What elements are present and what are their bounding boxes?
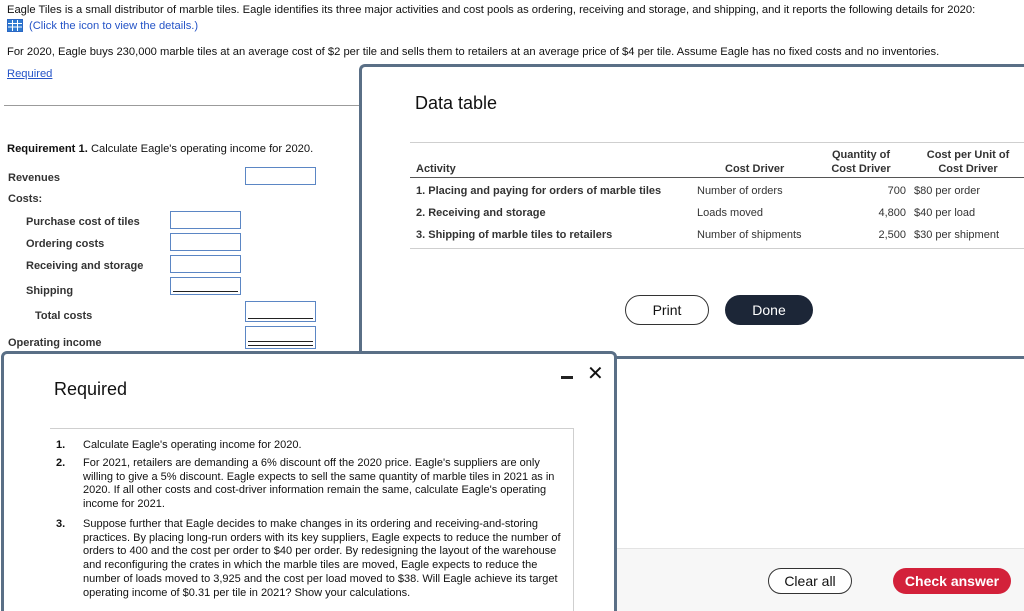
minimize-icon[interactable] bbox=[561, 376, 573, 379]
clear-all-button[interactable]: Clear all bbox=[768, 568, 852, 594]
data-table-modal bbox=[359, 64, 1024, 359]
table-grid-icon[interactable] bbox=[7, 19, 23, 32]
shipping-input[interactable] bbox=[170, 277, 241, 295]
revenues-input[interactable] bbox=[245, 167, 316, 185]
total-costs-label: Total costs bbox=[35, 310, 93, 322]
ordering-costs-input[interactable] bbox=[170, 233, 241, 251]
list-item-number: 2. bbox=[56, 457, 66, 469]
header-quantity bbox=[828, 148, 894, 176]
problem-assumption: For 2020, Eagle buys 230,000 marble tiles at an average cost of $2 per tile and sells them to retailers at an average price of $4 per tile. Assume Eagle has no fixed costs and no inventories. bbox=[7, 46, 940, 58]
requirement-1-text: Calculate Eagle's operating income for 2020. bbox=[90, 143, 314, 155]
data-table-header bbox=[410, 142, 1024, 178]
header-activity: Activity bbox=[416, 163, 456, 175]
table-row bbox=[410, 225, 1024, 247]
print-button[interactable]: Print bbox=[625, 295, 709, 325]
row-cost: $30 per shipment bbox=[914, 229, 999, 241]
row-activity: 1. Placing and paying for orders of marble tiles bbox=[416, 185, 662, 197]
row-activity: 2. Receiving and storage bbox=[416, 207, 546, 219]
required-modal bbox=[1, 351, 617, 611]
table-row bbox=[410, 203, 1024, 225]
row-quantity: 700 bbox=[887, 185, 906, 197]
row-quantity: 2,500 bbox=[878, 229, 906, 241]
header-cost-per-unit bbox=[920, 148, 1016, 176]
row-driver: Number of orders bbox=[697, 185, 783, 197]
row-quantity: 4,800 bbox=[878, 207, 906, 219]
table-bottom-rule bbox=[410, 248, 1024, 249]
required-list bbox=[50, 428, 574, 611]
data-table-title: Data table bbox=[415, 93, 498, 113]
list-item-text: Calculate Eagle's operating income for 2020. bbox=[83, 439, 302, 451]
list-item-number: 1. bbox=[56, 439, 66, 451]
table-row bbox=[410, 181, 1024, 203]
details-link[interactable] bbox=[7, 19, 198, 32]
operating-income-input[interactable] bbox=[245, 326, 316, 349]
done-button[interactable]: Done bbox=[725, 295, 813, 325]
row-activity: 3. Shipping of marble tiles to retailers bbox=[416, 229, 613, 241]
receiving-storage-input[interactable] bbox=[170, 255, 241, 273]
header-quantity-line1: Quantity of bbox=[831, 149, 891, 161]
list-item-text: For 2021, retailers are demanding a 6% discount off the 2020 price. Eagle's suppliers are only willing to give a 5% discount. Eagle expects to sell the same quantity of marble tiles in 2021 as in 2020. If all other costs and cost-driver information remain the same, calculate Eagle's operating income for 2021. bbox=[83, 457, 555, 511]
details-link-text[interactable]: (Click the icon to view the details.) bbox=[29, 19, 199, 32]
required-modal-title: Required bbox=[54, 379, 128, 399]
row-driver: Number of shipments bbox=[697, 229, 802, 241]
revenues-label: Revenues bbox=[8, 172, 60, 184]
header-cost-driver: Cost Driver bbox=[725, 163, 785, 175]
problem-intro: Eagle Tiles is a small distributor of marble tiles. Eagle identifies its three major activities and cost pools as ordering, receiving and storage, and shipping, and it reports the following details for 2020: bbox=[7, 4, 976, 16]
receiving-storage-label: Receiving and storage bbox=[26, 260, 144, 272]
purchase-cost-input[interactable] bbox=[170, 211, 241, 229]
costs-label: Costs: bbox=[8, 193, 43, 205]
requirement-1-label: Requirement 1. bbox=[7, 143, 88, 155]
total-costs-input[interactable] bbox=[245, 301, 316, 322]
list-item-text: Suppose further that Eagle decides to make changes in its ordering and receiving-and-storing practices. By placing long-run orders with its key suppliers, Eagle expects to reduce the number of orders to 400 and the cost per order to $40 per order. By redesigning the layout of the warehouse and reconfiguring the crates in which the marble tiles are moved, Eagle expects to reduce the number of loads moved to 3,925 and the cost per load moved to $38. Will Eagle achieve its target operating income of $0.31 per tile in 2021? Show your calculations. bbox=[83, 518, 561, 599]
operating-income-label: Operating income bbox=[8, 337, 102, 349]
shipping-label: Shipping bbox=[26, 285, 74, 297]
header-quantity-line2: Cost Driver bbox=[831, 163, 891, 175]
ordering-costs-label: Ordering costs bbox=[26, 238, 105, 250]
row-cost: $40 per load bbox=[914, 207, 976, 219]
row-driver: Loads moved bbox=[697, 207, 764, 219]
list-item-number: 3. bbox=[56, 518, 66, 530]
purchase-cost-label: Purchase cost of tiles bbox=[26, 216, 140, 228]
header-cost-per-unit-line1: Cost per Unit of bbox=[926, 149, 1010, 161]
required-link[interactable]: Required bbox=[7, 68, 53, 80]
check-answer-button[interactable]: Check answer bbox=[893, 568, 1011, 594]
close-icon[interactable]: ✕ bbox=[587, 363, 604, 385]
header-cost-per-unit-line2: Cost Driver bbox=[938, 163, 998, 175]
divider bbox=[4, 105, 360, 106]
row-cost: $80 per order bbox=[914, 185, 981, 197]
requirement-1-heading bbox=[7, 143, 313, 155]
